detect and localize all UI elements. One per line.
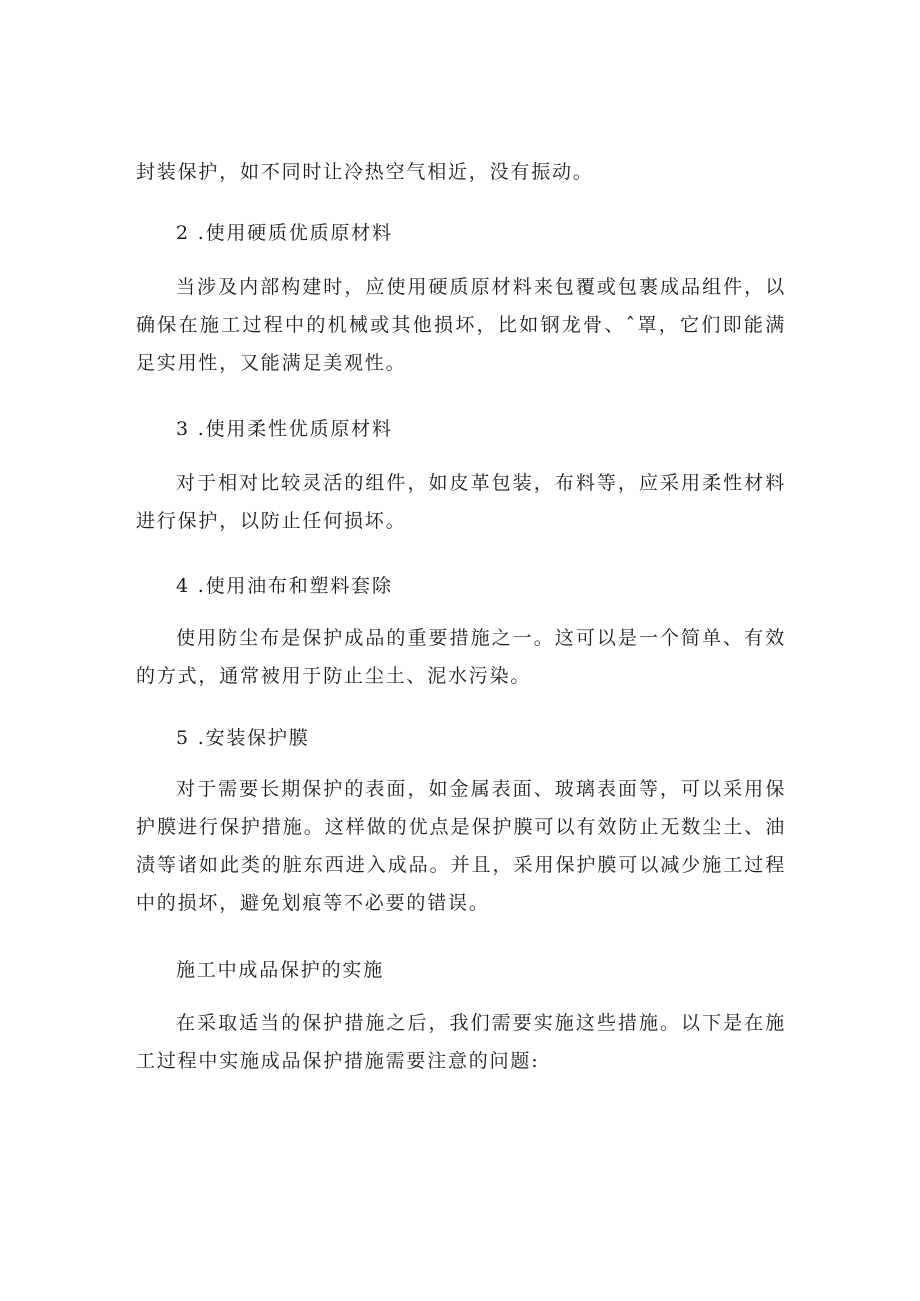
paragraph-section-2: 当涉及内部构建时，应使用硬质原材料来包覆或包裹成品组件，以确保在施工过程中的机械或其他损坏，比如钢龙骨、ˆ罩，它们即能满足实用性，又能满足美观性。 [136, 276, 786, 374]
paragraph-section-3: 对于相对比较灵活的组件，如皮革包装，布料等，应采用柔性材料进行保护，以防止任何损坏。 [136, 472, 786, 532]
paragraph-section-5: 对于需要长期保护的表面，如金属表面、玻璃表面等，可以采用保护膜进行保护措施。这样做的优点是保护膜可以有效防止无数尘土、油渍等诸如此类的脏东西进入成品。并且，采用保护膜可以减少施工过程中的损坏，避免划痕等不必要的错误。 [136, 778, 786, 914]
section-heading-4: 4 .使用油布和塑料套除 [176, 575, 393, 597]
paragraph-intro-tail: 封装保护，如不同时让冷热空气相近，没有振动。 [136, 161, 594, 183]
section-heading-2: 2 .使用硬质优质原材料 [176, 222, 393, 244]
paragraph-section-4: 使用防尘布是保护成品的重要措施之一。这可以是一个简单、有效的方式，通常被用于防止尘土、泥水污染。 [136, 627, 786, 687]
paragraph-implementation: 在采取适当的保护措施之后，我们需要实施这些措施。以下是在施工过程中实施成品保护措施需要注意的问题: [136, 1012, 786, 1072]
section-heading-5: 5 .安装保护膜 [176, 727, 310, 749]
section-heading-implementation: 施工中成品保护的实施 [176, 959, 385, 981]
section-heading-3: 3 .使用柔性优质原材料 [176, 418, 393, 440]
